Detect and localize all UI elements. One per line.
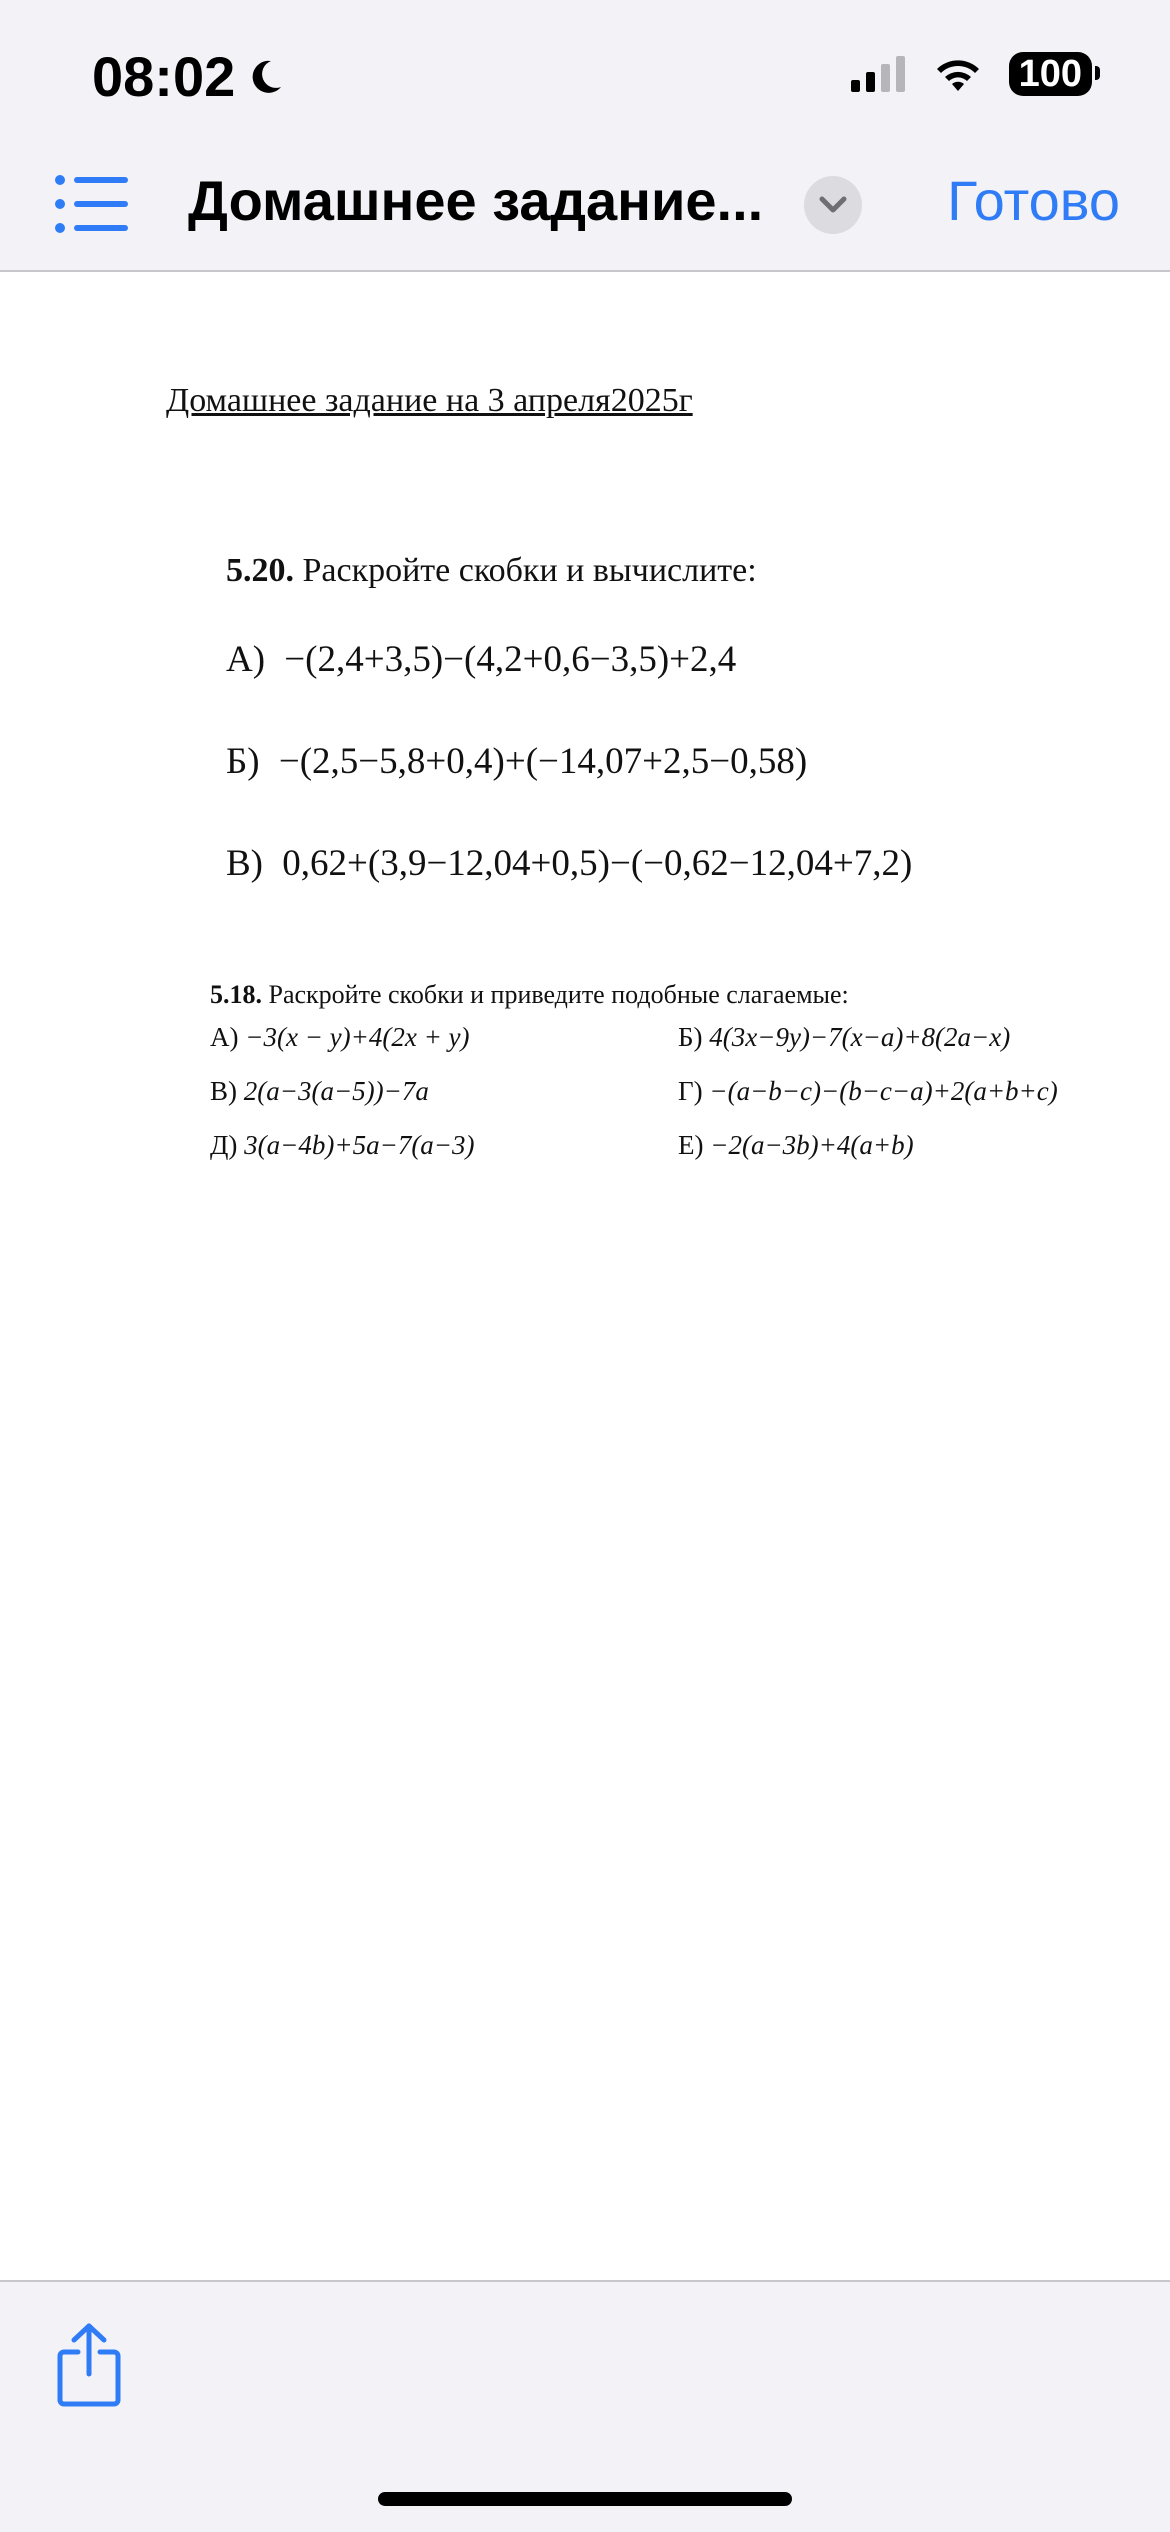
problem-5-20-title — [226, 552, 757, 590]
problem-5-20-item-a — [226, 638, 736, 681]
item-label: В) — [226, 843, 263, 884]
problem-number: 5.18. — [210, 980, 262, 1009]
share-button[interactable] — [54, 2322, 124, 2408]
status-time-text: 08:02 — [92, 45, 236, 108]
problem-number: 5.20. — [226, 552, 294, 589]
item-expression: −2(a−3b)+4(a+b) — [710, 1130, 914, 1160]
item-expression: 4(3x−9y)−7(x−a)+8(2a−x) — [709, 1022, 1011, 1052]
battery-level: 100 — [1018, 53, 1082, 95]
list-button[interactable] — [54, 174, 130, 234]
problem-5-20-item-b — [226, 740, 807, 783]
problem-5-18-item-d — [678, 1076, 1058, 1107]
problem-5-18-item-c — [210, 1076, 429, 1107]
status-indicators — [851, 52, 1092, 96]
item-expression: 3(a−4b)+5a−7(a−3) — [244, 1130, 475, 1160]
item-expression: 0,62+(3,9−12,04+0,5)−(−0,62−12,04+7,2) — [282, 843, 913, 884]
item-label: Д) — [210, 1130, 238, 1160]
item-label: В) — [210, 1076, 237, 1106]
chevron-down-icon — [819, 196, 847, 214]
item-label: Е) — [678, 1130, 704, 1160]
item-expression: −(2,4+3,5)−(4,2+0,6−3,5)+2,4 — [284, 639, 737, 680]
title-menu-button[interactable] — [804, 176, 862, 234]
battery-indicator — [1009, 52, 1092, 96]
status-time — [92, 44, 285, 109]
problem-5-18-item-f — [678, 1130, 914, 1161]
item-label: Г) — [678, 1076, 703, 1106]
problem-instruction: Раскройте скобки и приведите подобные слагаемые: — [268, 980, 849, 1009]
moon-icon — [245, 57, 285, 97]
home-indicator — [378, 2492, 792, 2506]
item-label: Б) — [678, 1022, 703, 1052]
problem-5-18-item-a — [210, 1022, 470, 1053]
item-expression: −(2,5−5,8+0,4)+(−14,07+2,5−0,58) — [278, 741, 808, 782]
item-expression: −3(x − y)+4(2x + y) — [245, 1022, 470, 1052]
document-page — [0, 272, 1170, 2280]
wifi-icon — [933, 55, 983, 93]
problem-5-18-title — [210, 980, 849, 1010]
done-button[interactable]: Готово — [947, 169, 1120, 232]
problem-instruction: Раскройте скобки и вычислите: — [302, 552, 757, 589]
signal-icon — [851, 56, 907, 92]
problem-5-20-item-c — [226, 842, 912, 885]
document-title: Домашнее задание... — [188, 169, 764, 232]
top-bar — [0, 0, 1170, 272]
item-expression: 2(a−3(a−5))−7a — [243, 1076, 429, 1106]
item-label: А) — [210, 1022, 239, 1052]
item-label: Б) — [226, 741, 260, 782]
item-expression: −(a−b−c)−(b−c−a)+2(a+b+c) — [709, 1076, 1058, 1106]
problem-5-18-item-b — [678, 1022, 1010, 1053]
problem-5-18-item-e — [210, 1130, 475, 1161]
homework-heading: Домашнее задание на 3 апреля2025г — [166, 382, 693, 419]
share-icon — [54, 2322, 124, 2408]
item-label: А) — [226, 639, 266, 680]
bottom-toolbar — [0, 2280, 1170, 2532]
list-icon — [54, 174, 130, 234]
